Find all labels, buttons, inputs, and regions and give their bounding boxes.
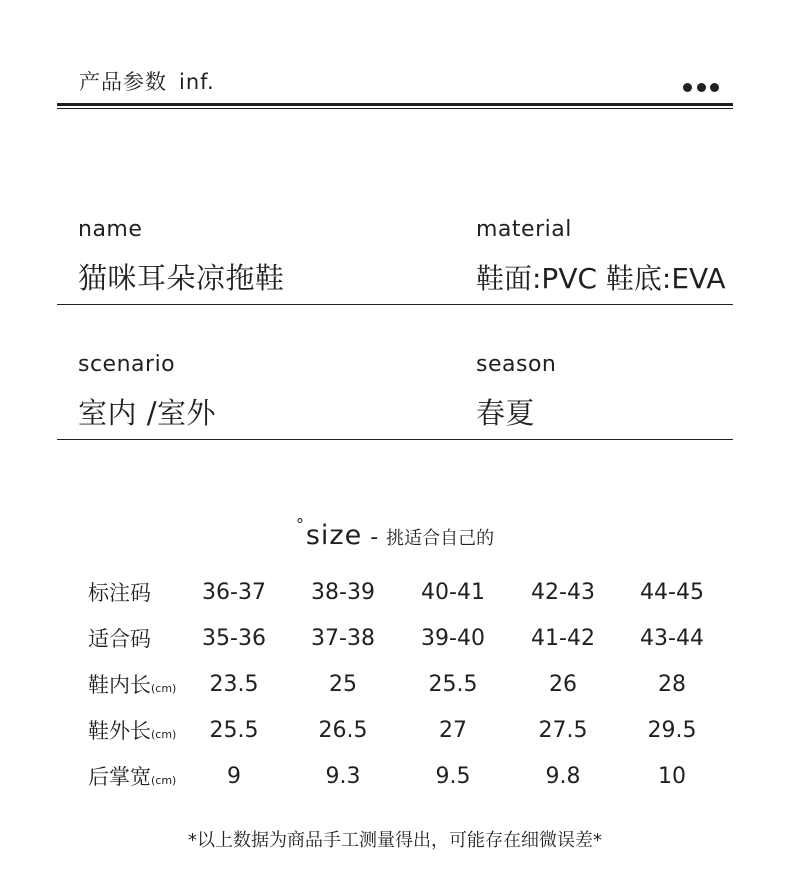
table-row xyxy=(88,619,728,665)
field-divider xyxy=(57,439,733,440)
page-title xyxy=(79,66,215,96)
season-value: 春夏 xyxy=(476,396,536,430)
season-label: season xyxy=(476,352,557,377)
name-label: name xyxy=(78,217,143,242)
table-cell: 36-37 xyxy=(202,580,266,605)
size-table xyxy=(88,573,728,803)
degree-mark: ° xyxy=(295,515,304,534)
more-dot xyxy=(683,83,692,92)
table-cell: 41-42 xyxy=(531,626,595,651)
size-title-en: size xyxy=(305,520,363,551)
table-cell: 26.5 xyxy=(318,718,368,743)
page-title-en: inf. xyxy=(179,70,215,94)
table-row xyxy=(88,711,728,757)
more-dot xyxy=(697,83,706,92)
table-cell: 27.5 xyxy=(538,718,588,743)
footnote: *以上数据为商品手工测量得出，可能存在细微误差* xyxy=(188,830,602,851)
name-value: 猫咪耳朵凉拖鞋 xyxy=(78,261,285,295)
row-label: 适合码 xyxy=(88,627,151,651)
field-divider xyxy=(57,304,733,305)
table-cell: 40-41 xyxy=(421,580,485,605)
table-row xyxy=(88,757,728,803)
material-label: material xyxy=(476,217,572,242)
row-label: 后掌宽(cm) xyxy=(88,765,177,789)
table-row xyxy=(88,573,728,619)
table-cell: 43-44 xyxy=(640,626,704,651)
table-cell: 25 xyxy=(329,672,357,697)
header-divider-thin xyxy=(57,108,733,109)
table-cell: 9 xyxy=(227,764,241,789)
row-label: 鞋内长(cm) xyxy=(88,673,177,697)
table-cell: 29.5 xyxy=(647,718,697,743)
table-cell: 28 xyxy=(658,672,686,697)
table-cell: 10 xyxy=(658,764,686,789)
table-cell: 27 xyxy=(439,718,467,743)
table-cell: 9.3 xyxy=(325,764,361,789)
header-divider-thick xyxy=(57,103,733,106)
scenario-value: 室内 /室外 xyxy=(78,396,216,430)
table-cell: 23.5 xyxy=(209,672,259,697)
table-cell: 39-40 xyxy=(421,626,485,651)
table-cell: 26 xyxy=(549,672,577,697)
table-cell: 9.5 xyxy=(435,764,471,789)
more-dot xyxy=(710,83,719,92)
size-section-title xyxy=(0,515,790,551)
table-cell: 38-39 xyxy=(311,580,375,605)
table-row xyxy=(88,665,728,711)
table-cell: 37-38 xyxy=(311,626,375,651)
table-cell: 25.5 xyxy=(428,672,478,697)
material-value: 鞋面:PVC 鞋底:EVA xyxy=(476,262,726,295)
table-cell: 42-43 xyxy=(531,580,595,605)
more-horizontal-icon[interactable] xyxy=(683,82,719,92)
size-title-separator: - xyxy=(370,525,379,550)
table-cell: 25.5 xyxy=(209,718,259,743)
row-label: 标注码 xyxy=(88,581,151,605)
scenario-label: scenario xyxy=(78,352,176,377)
page-title-cn: 产品参数 xyxy=(79,70,167,94)
table-cell: 35-36 xyxy=(202,626,266,651)
row-label: 鞋外长(cm) xyxy=(88,719,177,743)
size-title-cn: 挑适合自己的 xyxy=(386,528,495,549)
table-cell: 44-45 xyxy=(640,580,704,605)
table-cell: 9.8 xyxy=(545,764,581,789)
